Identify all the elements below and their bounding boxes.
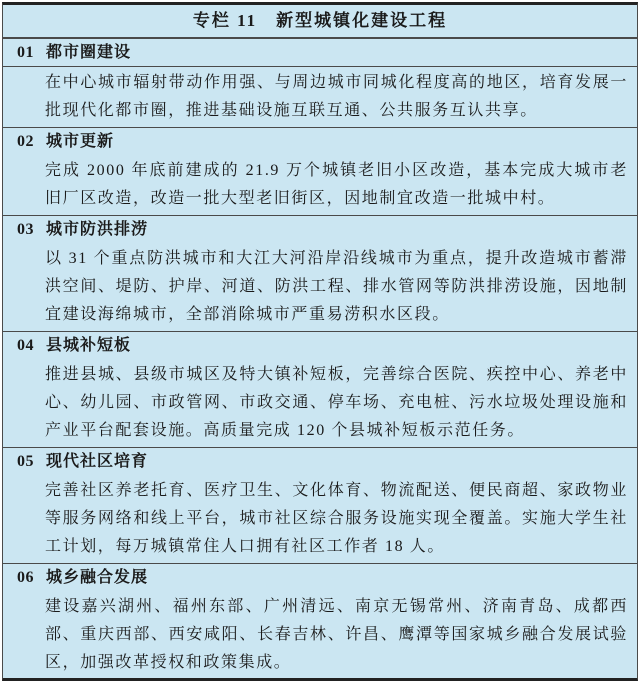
section-number: 04 xyxy=(17,337,34,354)
section-05 xyxy=(3,447,637,563)
section-06 xyxy=(3,563,637,679)
section-02 xyxy=(3,127,637,215)
section-heading-text: 城乡融合发展 xyxy=(46,569,149,586)
section-heading-text: 县城补短板 xyxy=(46,337,132,354)
panel-box xyxy=(2,2,638,681)
section-number: 02 xyxy=(17,133,34,150)
section-05-heading xyxy=(3,448,637,475)
section-number: 06 xyxy=(17,569,34,586)
section-03 xyxy=(3,215,637,331)
section-heading-text: 现代社区培育 xyxy=(46,453,149,470)
section-01 xyxy=(3,38,637,127)
section-01-heading xyxy=(3,39,637,67)
section-06-body: 建设嘉兴湖州、福州东部、广州清远、南京无锡常州、济南青岛、成都西部、重庆西部、西安咸阳、长春吉林、许昌、鹰潭等国家城乡融合发展试验区，加强改革授权和政策集成。 xyxy=(45,598,628,671)
section-06-heading xyxy=(3,564,637,591)
section-02-body: 完成 2000 年底前建成的 21.9 万个城镇老旧小区改造，基本完成大城市老旧厂区改造，改造一批大型老旧街区，因地制宜改造一批城中村。 xyxy=(45,162,628,207)
section-02-heading xyxy=(3,128,637,155)
section-03-body: 以 31 个重点防洪城市和大江大河沿岸沿线城市为重点，提升改造城市蓄滞洪空间、堤防、护岸、河道、防洪工程、排水管网等防洪排涝设施，因地制宜建设海绵城市，全部消除城市严重易涝积水区段。 xyxy=(45,250,628,323)
section-heading-text: 城市防洪排涝 xyxy=(46,221,149,238)
section-number: 01 xyxy=(17,44,34,61)
section-04 xyxy=(3,331,637,447)
section-05-body: 完善社区养老托育、医疗卫生、文化体育、物流配送、便民商超、家政物业等服务网络和线上平台，城市社区综合服务设施实现全覆盖。实施大学生社工计划，每万城镇常住人口拥有社区工作者 18 人。 xyxy=(45,482,628,555)
section-heading-text: 都市圈建设 xyxy=(46,44,132,61)
section-03-heading xyxy=(3,216,637,243)
section-01-body: 在中心城市辐射带动作用强、与周边城市同城化程度高的地区，培育发展一批现代化都市圈，推进基础设施互联互通、公共服务互认共享。 xyxy=(45,74,628,119)
section-number: 05 xyxy=(17,453,34,470)
section-heading-text: 城市更新 xyxy=(46,133,115,150)
section-number: 03 xyxy=(17,221,34,238)
section-04-body: 推进县城、县级市城区及特大镇补短板，完善综合医院、疾控中心、养老中心、幼儿园、市政管网、市政交通、停车场、充电桩、污水垃圾处理设施和产业平台配套设施。高质量完成 120 个县城补短板示范任务。 xyxy=(45,366,628,439)
panel-title: 专栏 11 新型城镇化建设工程 xyxy=(3,5,637,38)
section-04-heading xyxy=(3,332,637,359)
